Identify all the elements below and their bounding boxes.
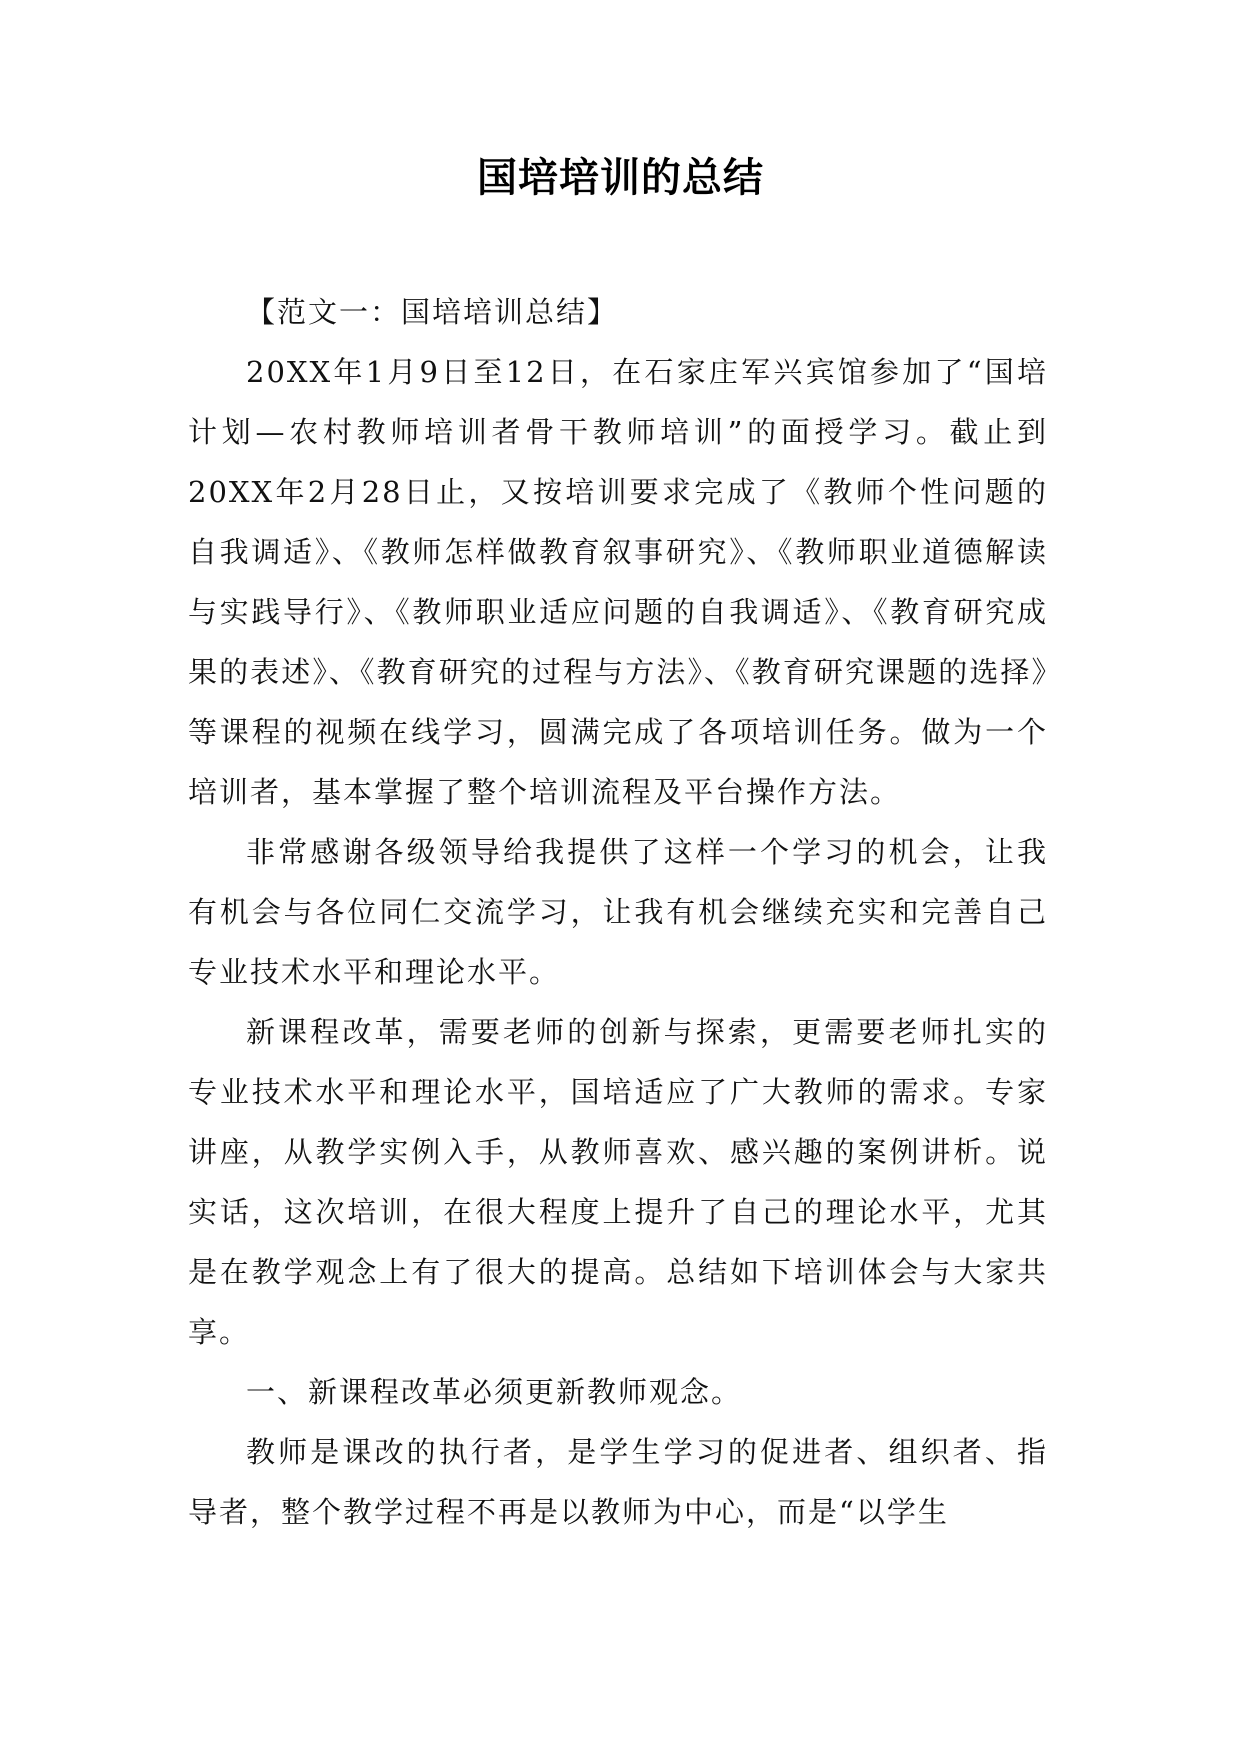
section-heading: 一、新课程改革必须更新教师观念。 [246, 1375, 743, 1409]
document-title: 国培培训的总结 [477, 154, 764, 201]
paragraph: 新课程改革，需要老师的创新与探索，更需要老师扎实的专业技术水平和理论水平，国培适应了广大教师的需求。专家讲座，从教学实例入手，从教师喜欢、感兴趣的案例讲析。说实话，这次培训，在很大程度上提升了自己的理论水平，尤其是在教学观念上有了很大的提高。总结如下培训体会与大家共享。 [188, 1015, 1048, 1349]
paragraph: 20XX年1月9日至12日，在石家庄军兴宾馆参加了“国培计划—农村教师培训者骨干教师培训”的面授学习。截止到20XX年2月28日止，又按培训要求完成了《教师个性问题的自我调适》、《教师怎样做教育叙事研究》、《教师职业道德解读与实践导行》、《教师职业适应问题的自我调适》、《教育研究成果的表述》、《教育研究的过程与方法》、《教育研究课题的选择》等课程的视频在线学习，圆满完成了各项培训任务。做为一个培训者，基本掌握了整个培训流程及平台操作方法。 [188, 355, 1048, 809]
document-body [188, 282, 1048, 1542]
paragraph: 非常感谢各级领导给我提供了这样一个学习的机会，让我有机会与各位同仁交流学习，让我有机会继续充实和完善自己专业技术水平和理论水平。 [188, 835, 1048, 989]
paragraph: 教师是课改的执行者，是学生学习的促进者、组织者、指导者，整个教学过程不再是以教师为中心，而是“以学生 [188, 1435, 1048, 1529]
paragraph-heading: 【范文一：国培培训总结】 [246, 295, 619, 329]
